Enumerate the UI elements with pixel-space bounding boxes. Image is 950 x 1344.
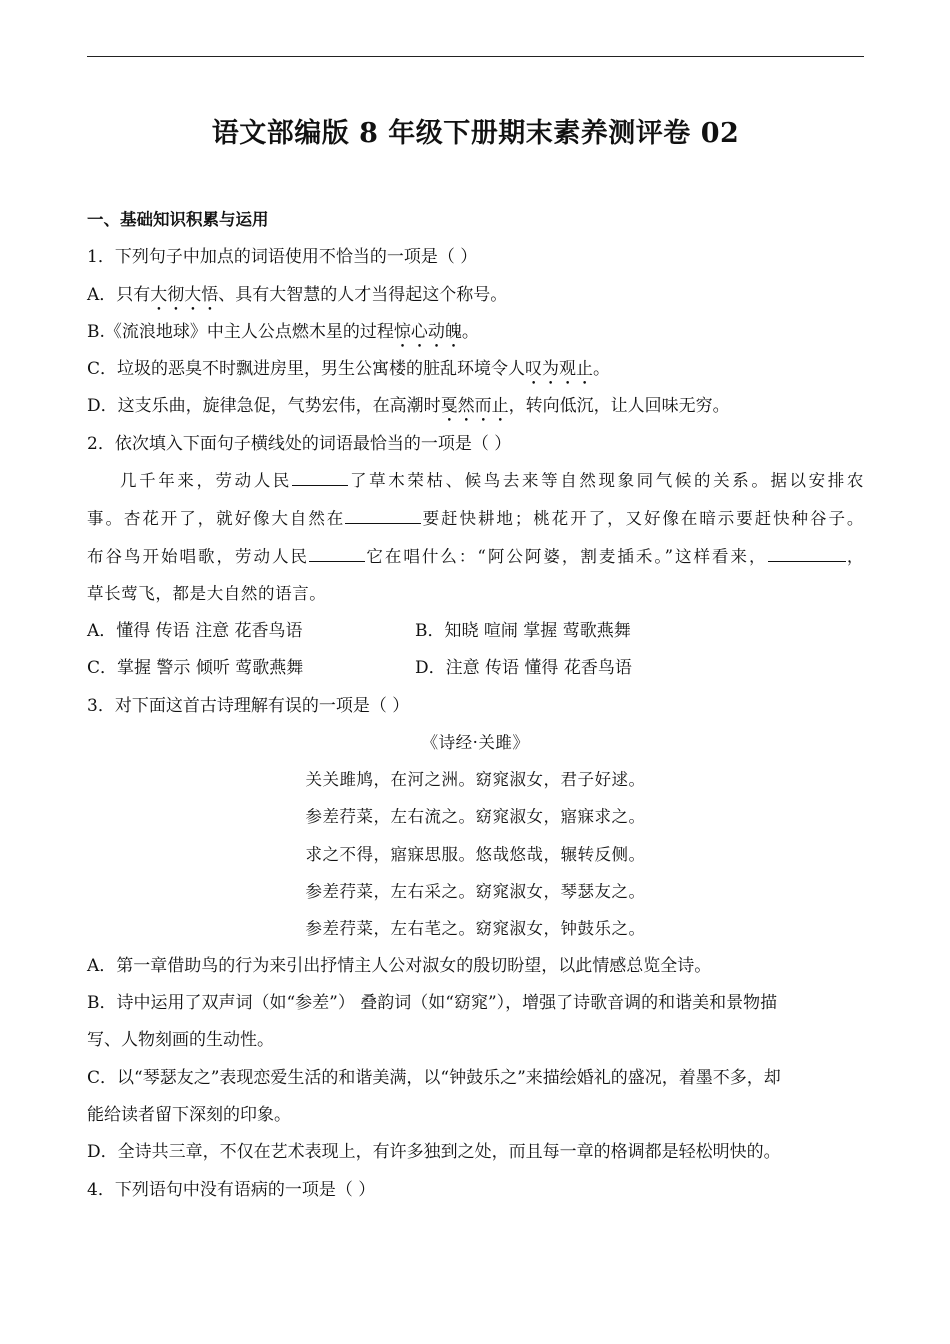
q2-text: 几千年来，劳动人民 xyxy=(120,471,292,490)
q1-stem: 1．下列句子中加点的词语使用不恰当的一项是（ ） xyxy=(87,247,478,267)
q1-d-text-end: ，转向低沉，让人回味无穷。 xyxy=(508,396,730,416)
poem-line: 求之不得，寤寐思服。悠哉悠哉，辗转反侧。 xyxy=(305,845,646,864)
q3-stem: 3．对下面这首古诗理解有误的一项是（ ） xyxy=(87,696,410,716)
q2-option-a: A．懂得 传语 注意 花香鸟语 xyxy=(87,621,303,641)
fill-blank xyxy=(309,545,365,562)
poem-line: 关关雎鸠，在河之洲。窈窕淑女，君子好逑。 xyxy=(305,770,646,789)
q2-options-row-1 xyxy=(87,619,864,643)
q1-a-text-end: 、具有大智慧的人才当得起这个称号。 xyxy=(218,285,508,305)
q2-text: 布谷鸟开始唱歌，劳动人民 xyxy=(87,547,309,566)
poem-title: 《诗经·关雎》 xyxy=(421,733,530,752)
q3-option-c-line-1: C．以“琴瑟友之”表现恋爱生活的和谐美满，以“钟鼓乐之”来描绘婚礼的盛况，着墨不多，却 xyxy=(87,1068,781,1088)
page-title: 语文部编版 8 年级下册期末素养测评卷 02 xyxy=(211,118,740,149)
q3-option-b-line-1: B．诗中运用了双声词（如“参差”） 叠韵词（如“窈窕”），增强了诗歌音调的和谐美和景物描 xyxy=(87,993,778,1013)
q1-a-dotted-word: 大彻大悟 xyxy=(150,285,219,305)
q1-a-text: A．只有 xyxy=(87,285,151,305)
q1-c-text: C．垃圾的恶臭不时飘进房里，男生公寓楼的脏乱环境令人 xyxy=(87,359,526,379)
q2-text: ， xyxy=(845,547,864,566)
poem-line: 参差荇菜，左右流之。窈窕淑女，寤寐求之。 xyxy=(305,807,646,826)
fill-blank xyxy=(768,545,846,562)
fill-blank xyxy=(292,469,348,486)
fill-blank xyxy=(345,507,421,524)
q2-passage-line-3 xyxy=(87,545,864,569)
section-heading: 一、基础知识积累与运用 xyxy=(87,210,269,229)
q1-b-text: B.《流浪地球》中主人公点燃木星的过程 xyxy=(87,322,394,342)
q2-option-c: C．掌握 警示 倾听 莺歌燕舞 xyxy=(87,658,304,678)
q2-passage-line-1 xyxy=(87,469,864,493)
q1-d-dotted-word: 戛然而止 xyxy=(440,396,509,416)
q1-c-text-end: 。 xyxy=(593,359,611,379)
q2-option-d: D．注意 传语 懂得 花香鸟语 xyxy=(415,658,632,678)
q2-options-row-2 xyxy=(87,656,864,680)
q1-option-a xyxy=(87,283,864,315)
q1-b-text-end: 。 xyxy=(461,322,479,342)
q1-option-c xyxy=(87,357,864,389)
q1-d-text: D．这支乐曲，旋律急促，气势宏伟，在高潮时 xyxy=(87,396,441,416)
q1-option-b xyxy=(87,320,864,352)
q2-passage-line-4: 草长莺飞，都是大自然的语言。 xyxy=(87,584,327,603)
poem-line: 参差荇菜，左右芼之。窈窕淑女，钟鼓乐之。 xyxy=(305,919,646,938)
poem-line: 参差荇菜，左右采之。窈窕淑女，琴瑟友之。 xyxy=(305,882,646,901)
q1-c-dotted-word: 叹为观止 xyxy=(525,359,594,379)
q2-text: 要赶快耕地；桃花开了，又好像在暗示要赶快种谷子。 xyxy=(421,509,864,528)
q1-b-dotted-word: 惊心动魄 xyxy=(393,322,462,342)
q1-option-d xyxy=(87,394,864,426)
q2-text: 它在唱什么：“阿公阿婆，割麦插禾。”这样看来， xyxy=(365,547,768,566)
header-rule xyxy=(87,56,864,57)
q2-passage-line-2 xyxy=(87,507,864,531)
q3-option-d: D．全诗共三章，不仅在艺术表现上，有许多独到之处，而且每一章的格调都是轻松明快的。 xyxy=(87,1142,781,1162)
q2-stem: 2．依次填入下面句子横线处的词语最恰当的一项是（ ） xyxy=(87,434,512,454)
q3-option-c-line-2: 能给读者留下深刻的印象。 xyxy=(87,1105,291,1125)
q2-text: 事。杏花开了，就好像大自然在 xyxy=(87,509,346,528)
q3-option-a: A．第一章借助鸟的行为来引出抒情主人公对淑女的殷切盼望，以此情感总览全诗。 xyxy=(87,956,712,976)
q3-option-b-line-2: 写、人物刻画的生动性。 xyxy=(87,1030,274,1050)
q2-option-b: B．知晓 喧闹 掌握 莺歌燕舞 xyxy=(415,621,631,641)
q2-text: 了草木荣枯、候鸟去来等自然现象同气候的关系。据以安排农 xyxy=(348,471,864,490)
q4-stem: 4．下列语句中没有语病的一项是（ ） xyxy=(87,1180,376,1200)
